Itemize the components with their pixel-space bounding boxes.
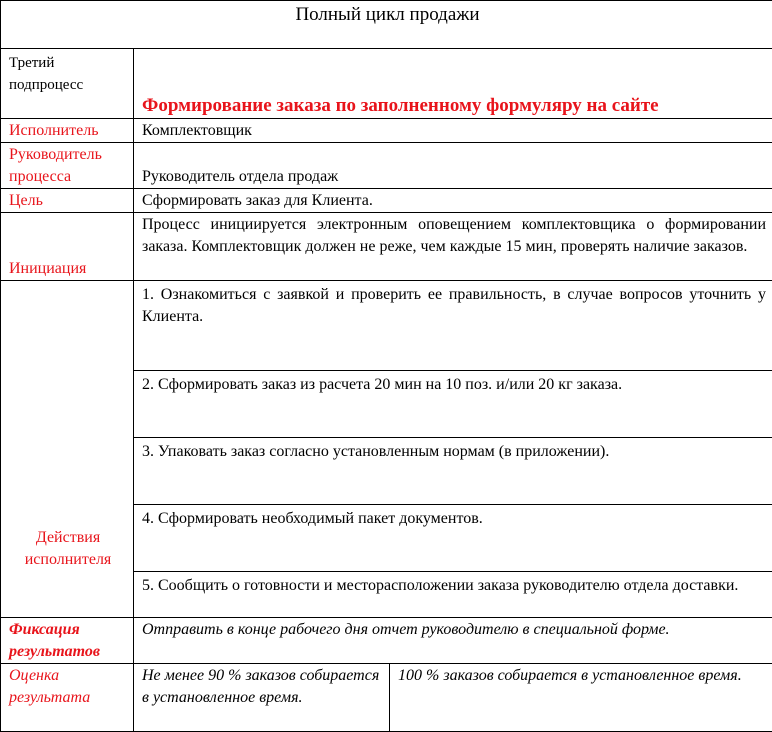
process-head-value: Руководитель отдела продаж bbox=[134, 143, 772, 189]
action-step-4: 4. Сформировать необходимый пакет документов. bbox=[134, 505, 772, 572]
goal-value: Сформировать заказ для Клиента. bbox=[134, 189, 772, 213]
result-fixation-value: Отправить в конце рабочего дня отчет руководителю в специальной форме. bbox=[134, 618, 772, 664]
executor-row bbox=[1, 119, 772, 143]
table-title: Полный цикл продажи bbox=[1, 1, 772, 49]
subprocess-row bbox=[1, 49, 772, 119]
result-fixation-label: Фиксация результатов bbox=[1, 618, 134, 664]
result-evaluation-left: Не менее 90 % заказов собирается в установленное время. bbox=[134, 664, 390, 732]
action-step-5: 5. Сообщить о готовности и месторасположении заказа руководителю отдела доставки. bbox=[134, 572, 772, 618]
actions-label: Действия исполнителя bbox=[1, 281, 134, 618]
goal-label: Цель bbox=[1, 189, 134, 213]
result-evaluation-right: 100 % заказов собирается в установленное время. bbox=[390, 664, 772, 732]
result-evaluation-row bbox=[1, 664, 772, 732]
initiation-value: Процесс инициируется электронным оповещением комплектовщика о формировании заказа. Комплектовщик должен не реже, чем каждые 15 мин, проверять наличие заказов. bbox=[134, 213, 772, 281]
result-fixation-row bbox=[1, 618, 772, 664]
process-head-label: Руководитель процесса bbox=[1, 143, 134, 189]
executor-label: Исполнитель bbox=[1, 119, 134, 143]
subprocess-name: Формирование заказа по заполненному формуляру на сайте bbox=[134, 49, 772, 119]
initiation-label: Инициация bbox=[1, 213, 134, 281]
process-head-row bbox=[1, 143, 772, 189]
title-row bbox=[1, 1, 772, 49]
goal-row bbox=[1, 189, 772, 213]
action-row bbox=[1, 281, 772, 371]
action-step-1: 1. Ознакомиться с заявкой и проверить ее правильность, в случае вопросов уточнить у Клиента. bbox=[134, 281, 772, 371]
action-step-3: 3. Упаковать заказ согласно установленным нормам (в приложении). bbox=[134, 438, 772, 505]
action-step-2: 2. Сформировать заказ из расчета 20 мин на 10 поз. и/или 20 кг заказа. bbox=[134, 371, 772, 438]
initiation-row bbox=[1, 213, 772, 281]
executor-value: Комплектовщик bbox=[134, 119, 772, 143]
result-evaluation-label: Оценка результата bbox=[1, 664, 134, 732]
subprocess-label: Третий подпроцесс bbox=[1, 49, 134, 119]
